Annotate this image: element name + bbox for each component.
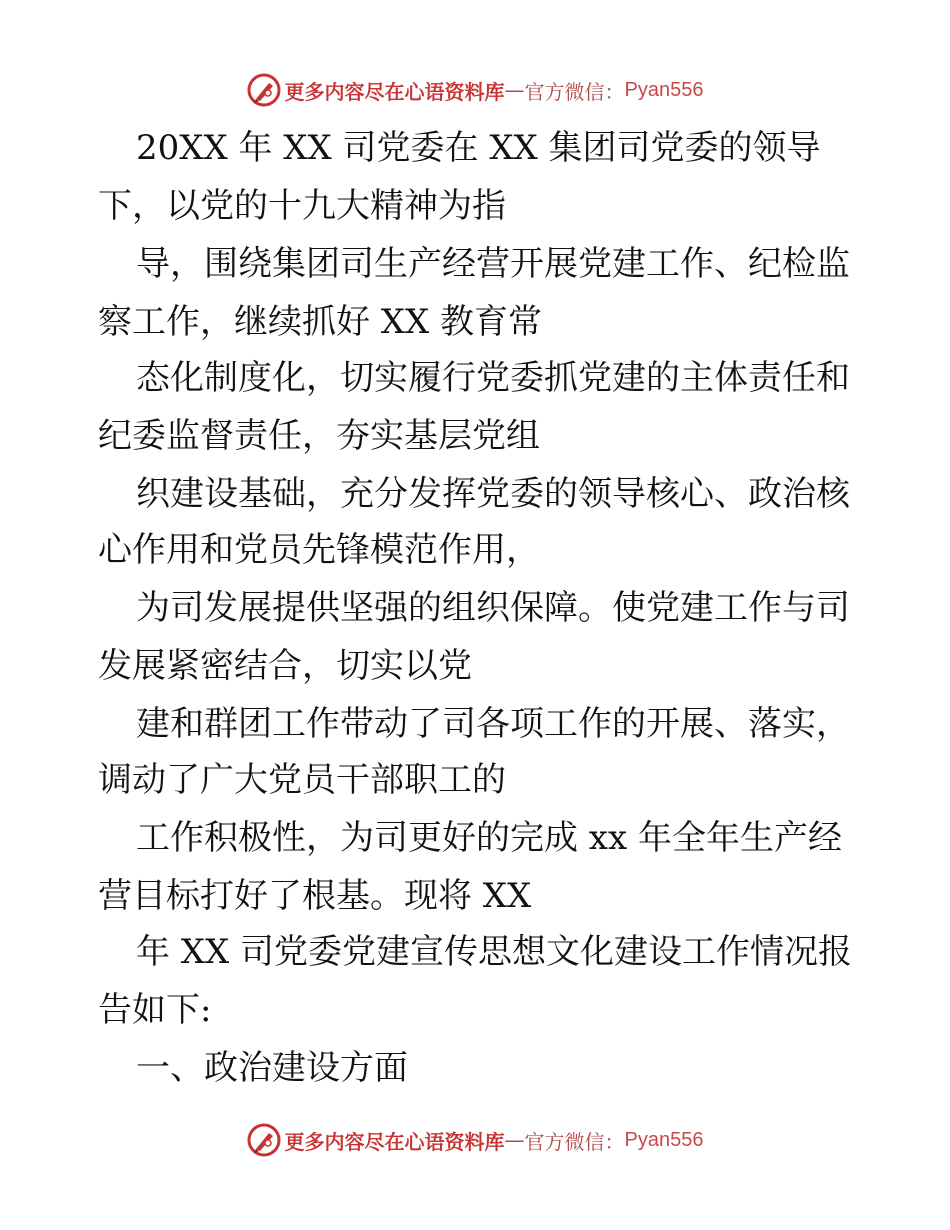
text-line: 发展紧密结合，切实以党: [98, 646, 472, 686]
text-line: 告如下:: [98, 990, 212, 1030]
text-line: 纪委监督责任，夯实基层党组: [98, 416, 540, 456]
text-line: 察工作，继续抓好 XX 教育常: [98, 302, 543, 342]
text-line: 态化制度化，切实履行党委抓党建的主体责任和: [136, 358, 850, 398]
watermark-label: 官方微信：: [524, 79, 625, 104]
pen-logo-icon: [247, 1123, 281, 1157]
footer-watermark: [0, 1120, 950, 1160]
watermark-dash: —: [504, 1128, 525, 1152]
text-line: 建和群团工作带动了司各项工作的开展、落实，: [136, 704, 850, 744]
section-heading: 一、政治建设方面: [136, 1048, 408, 1088]
text-line: 20XX 年 XX 司党委在 XX 集团司党委的领导: [136, 128, 821, 168]
header-watermark: [0, 70, 950, 110]
text-line: 织建设基础，充分发挥党委的领导核心、政治核: [136, 474, 850, 514]
text-line: 导，围绕集团司生产经营开展党建工作、纪检监: [136, 244, 850, 284]
text-line: 下，以党的十九大精神为指: [98, 186, 506, 226]
watermark-main-text: 更多内容尽在心语资料库: [284, 1129, 505, 1154]
watermark-wechat-id: Pyan556: [624, 78, 704, 101]
watermark-dash: —: [504, 78, 525, 102]
watermark-wechat-id: Pyan556: [624, 1128, 704, 1151]
text-line: 年 XX 司党委党建宣传思想文化建设工作情况报: [136, 932, 853, 972]
text-line: 营目标打好了根基。现将 XX: [98, 876, 532, 916]
pen-logo-icon: [247, 73, 281, 107]
watermark-main-text: 更多内容尽在心语资料库: [284, 79, 505, 104]
text-line: 调动了广大党员干部职工的: [98, 760, 506, 800]
text-line: 为司发展提供坚强的组织保障。使党建工作与司: [136, 588, 850, 628]
watermark-label: 官方微信：: [524, 1129, 625, 1154]
text-line: 工作积极性，为司更好的完成 xx 年全年生产经: [136, 818, 842, 858]
text-line: 心作用和党员先锋模范作用，: [98, 530, 540, 570]
